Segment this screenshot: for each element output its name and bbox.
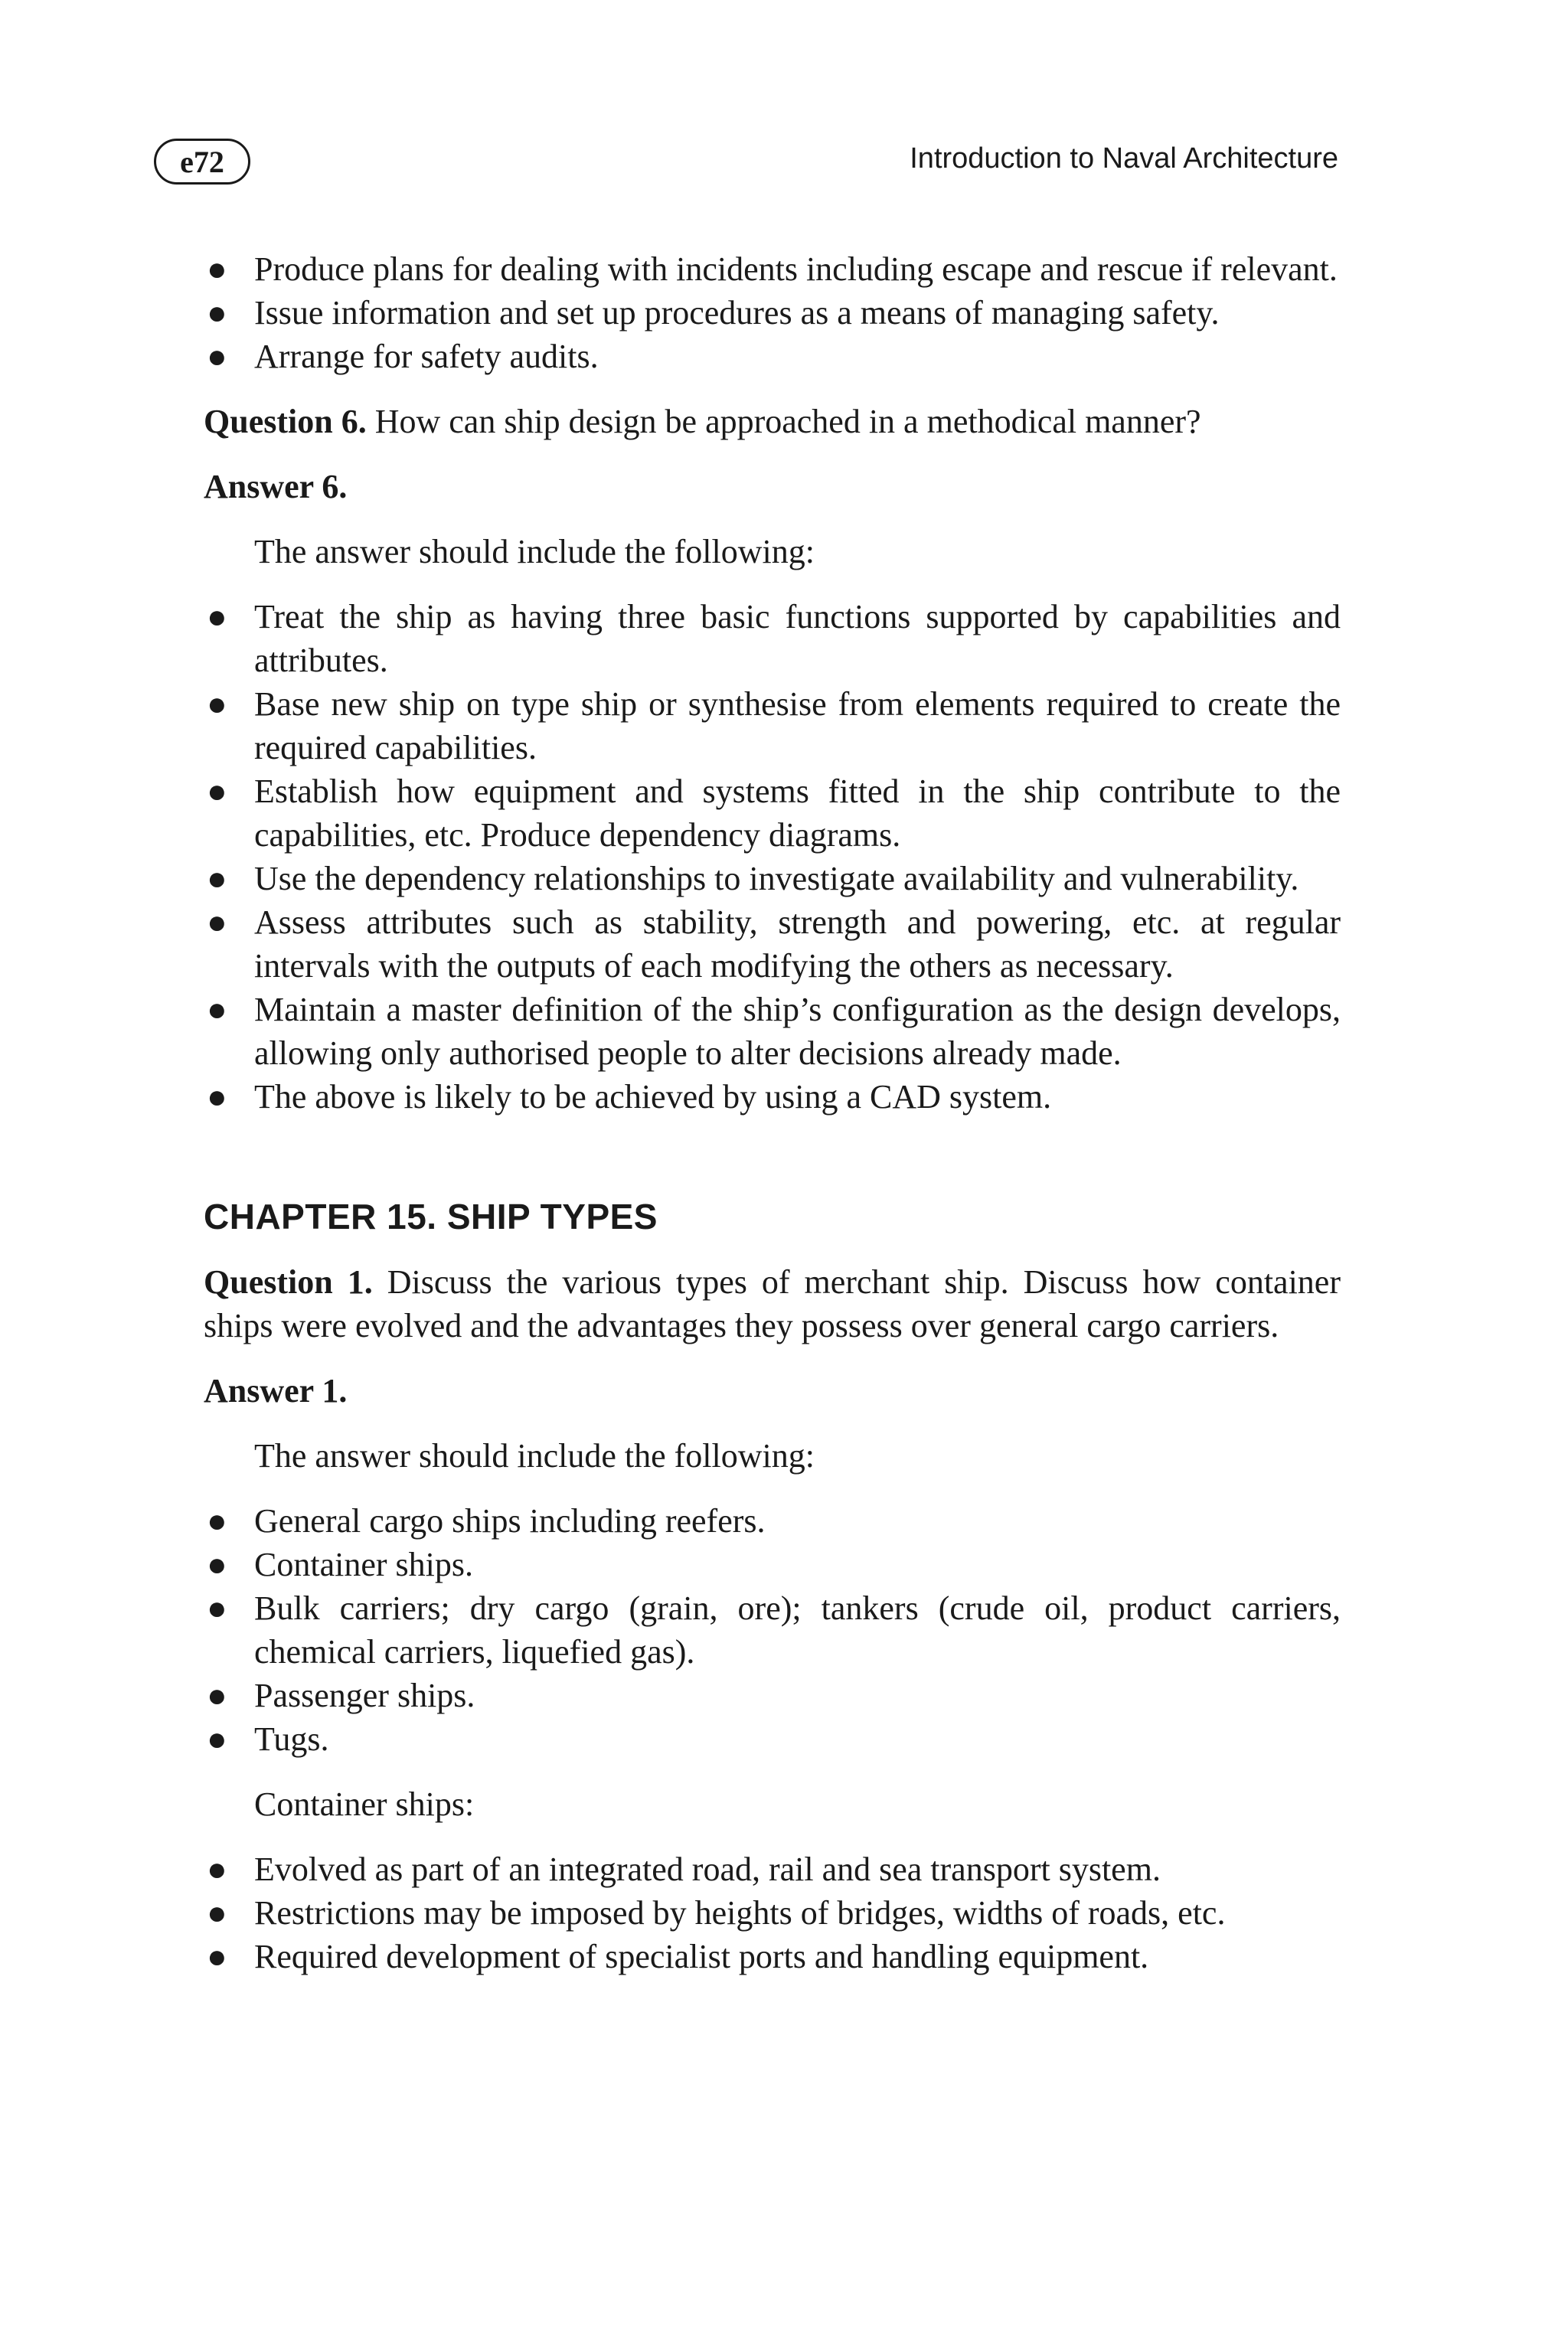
bullet-icon: ● — [207, 685, 227, 723]
bullet-icon: ● — [207, 991, 227, 1028]
list-item: ● The above is likely to be achieved by using a CAD system. — [204, 1075, 1341, 1119]
list-item: ● Establish how equipment and systems fitted in the ship contribute to the capabilities, etc. Produce dependency diagrams. — [204, 769, 1341, 857]
list-item: ● Container ships. — [204, 1543, 1341, 1586]
question-1 — [204, 1260, 1341, 1348]
bullet-icon: ● — [207, 1938, 227, 1975]
list-item: ● Tugs. — [204, 1717, 1341, 1761]
question-text: Discuss the various types of merchant ship. Discuss how container ships were evolved and the advantages they possess over general cargo carriers. — [204, 1263, 1341, 1344]
question-6 — [204, 400, 1341, 443]
bullet-icon: ● — [207, 294, 227, 332]
list-item: ● Bulk carriers; dry cargo (grain, ore); tankers (crude oil, product carriers, chemical carriers, liquefied gas). — [204, 1586, 1341, 1674]
bullet-icon: ● — [207, 773, 227, 810]
list-item: ● General cargo ships including reefers. — [204, 1499, 1341, 1543]
question-label: Question 6. — [204, 403, 367, 440]
bullet-icon: ● — [207, 1894, 227, 1932]
list-item: ● Required development of specialist ports and handling equipment. — [204, 1935, 1341, 1978]
list-item: ● Use the dependency relationships to investigate availability and vulnerability. — [204, 857, 1341, 900]
answer-1-label: Answer 1. — [204, 1372, 348, 1410]
list-item: ● Maintain a master definition of the ship’s configuration as the design develops, allowing only authorised people to alter decisions already made. — [204, 988, 1341, 1075]
list-item: ● Base new ship on type ship or synthesise from elements required to create the required capabilities. — [204, 682, 1341, 769]
running-head: Introduction to Naval Architecture — [910, 142, 1338, 175]
ship-types-bullet-list — [204, 1499, 1341, 1761]
intro-bullet-list — [204, 247, 1341, 378]
container-ships-heading: Container ships: — [254, 1785, 475, 1823]
bullet-icon: ● — [207, 1589, 227, 1627]
list-item: ● Arrange for safety audits. — [204, 335, 1341, 378]
question-label: Question 1. — [204, 1263, 373, 1301]
question-text: How can ship design be approached in a methodical manner? — [374, 403, 1201, 440]
bullet-icon: ● — [207, 1078, 227, 1116]
chapter-title: CHAPTER 15. SHIP TYPES — [204, 1197, 658, 1236]
answer-6-intro: The answer should include the following: — [254, 533, 815, 570]
answer-1-intro: The answer should include the following: — [254, 1437, 815, 1475]
page-number: e72 — [154, 139, 250, 185]
list-item: ● Issue information and set up procedures as a means of managing safety. — [204, 291, 1341, 335]
bullet-icon: ● — [207, 860, 227, 897]
list-item: ● Treat the ship as having three basic functions supported by capabilities and attributes. — [204, 595, 1341, 682]
bullet-icon: ● — [207, 1677, 227, 1714]
answer-6-label: Answer 6. — [204, 468, 348, 505]
list-item: ● Assess attributes such as stability, strength and powering, etc. at regular intervals with the outputs of each modifying the others as necessary. — [204, 900, 1341, 988]
list-item: ● Passenger ships. — [204, 1674, 1341, 1717]
list-item: ● Evolved as part of an integrated road, rail and sea transport system. — [204, 1847, 1341, 1891]
bullet-icon: ● — [207, 1502, 227, 1540]
answer-6-bullet-list — [204, 595, 1341, 1119]
bullet-icon: ● — [207, 1851, 227, 1888]
list-item: ● Produce plans for dealing with incidents including escape and rescue if relevant. — [204, 247, 1341, 291]
container-ships-bullet-list — [204, 1847, 1341, 1978]
bullet-icon: ● — [207, 1720, 227, 1758]
bullet-icon: ● — [207, 903, 227, 941]
page-content — [204, 247, 1341, 1978]
list-item: ● Restrictions may be imposed by heights of bridges, widths of roads, etc. — [204, 1891, 1341, 1935]
bullet-icon: ● — [207, 250, 227, 288]
bullet-icon: ● — [207, 598, 227, 635]
bullet-icon: ● — [207, 338, 227, 375]
bullet-icon: ● — [207, 1546, 227, 1583]
